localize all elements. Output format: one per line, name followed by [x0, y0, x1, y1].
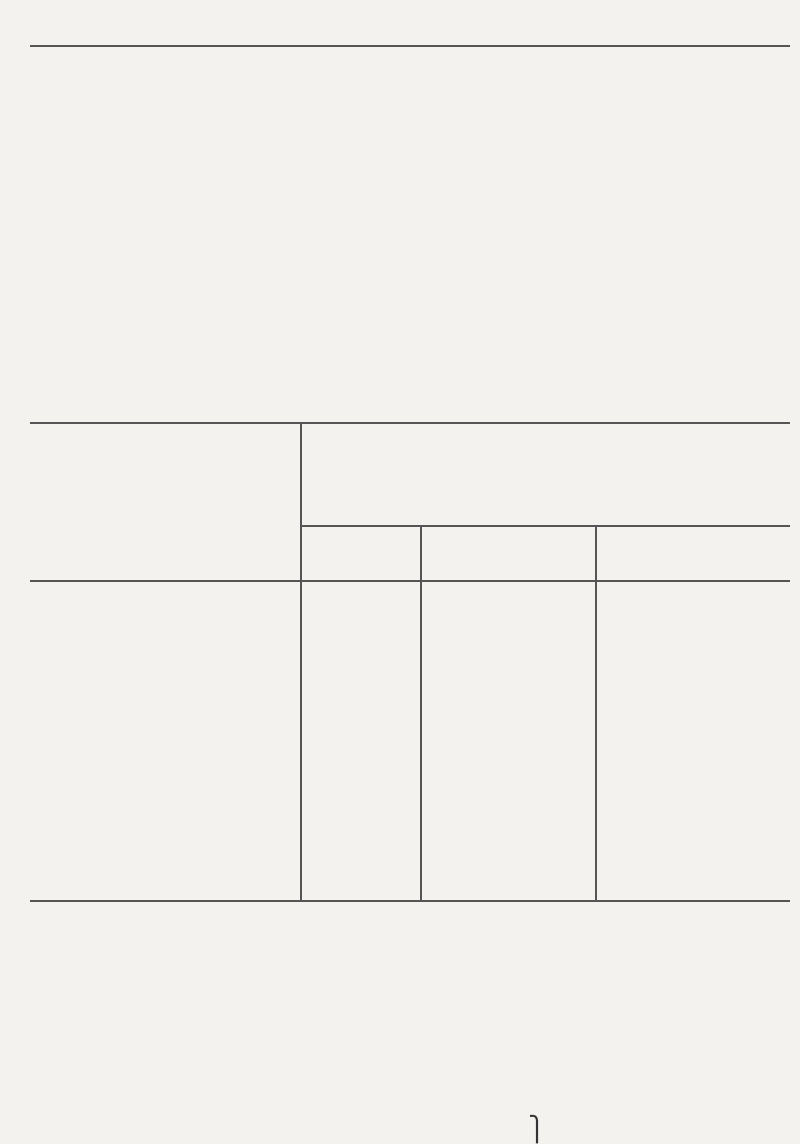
- grade-header-rule: [300, 525, 790, 527]
- table-header-rule: [30, 580, 790, 582]
- table-top-rule: [30, 422, 790, 424]
- column-divider-1: [300, 422, 302, 900]
- column-divider-2: [420, 525, 422, 900]
- top-rule: [30, 45, 790, 47]
- column-divider-3: [595, 525, 597, 900]
- table-bottom-rule: [30, 900, 790, 902]
- upper-brace: ⎫: [528, 1117, 546, 1143]
